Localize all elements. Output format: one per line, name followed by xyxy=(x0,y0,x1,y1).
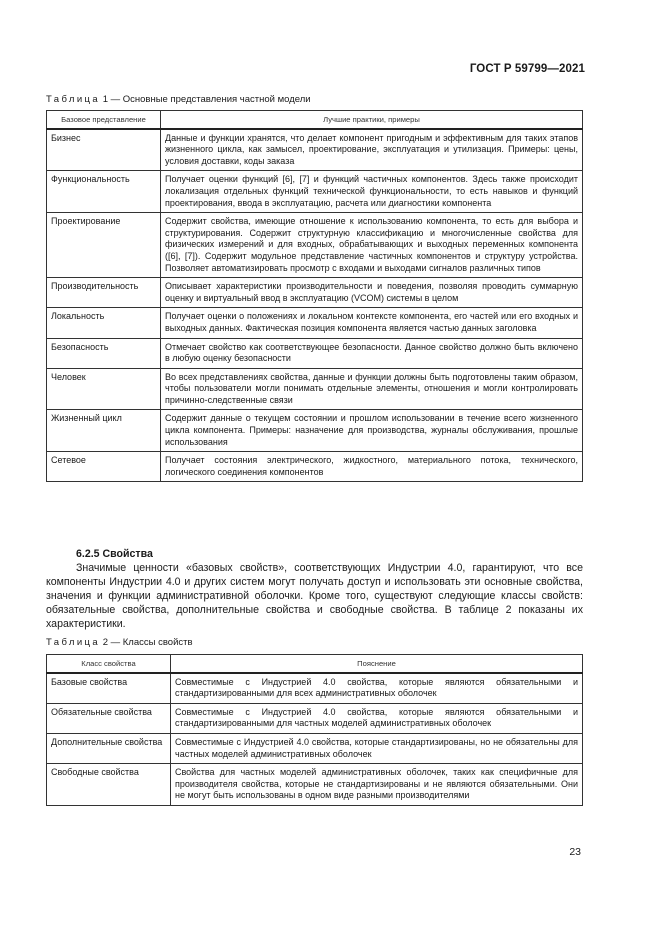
page-number: 23 xyxy=(569,846,581,858)
column-header: Пояснение xyxy=(171,655,583,673)
row-description: Отмечает свойство как соответствующее безопасности. Данное свойство должно быть включено в любую оценку безопасности xyxy=(161,338,583,368)
row-name: Функциональность xyxy=(47,171,161,213)
row-name: Безопасность xyxy=(47,338,161,368)
table-row xyxy=(47,410,583,452)
row-description: Получает оценки о положениях и локальном контексте компонента, его частей или его входных и выходных данных. Фактическая позиция компонента является частью данных заголовка xyxy=(161,308,583,338)
row-name: Проектирование xyxy=(47,213,161,278)
row-name: Базовые свойства xyxy=(47,673,171,704)
row-description: Совместимые с Индустрией 4.0 свойства, которые стандартизированы, но не обязательны для частных моделей административных оболочек xyxy=(171,733,583,763)
row-description: Совместимые с Индустрией 4.0 свойства, которые являются обязательными и стандартизированными для частных моделей административных оболочек xyxy=(171,703,583,733)
table-row xyxy=(47,703,583,733)
table-row xyxy=(47,278,583,308)
row-name: Человек xyxy=(47,368,161,410)
table2-caption-text: 2 — Классы свойств xyxy=(102,637,193,648)
table-header-row xyxy=(47,655,583,673)
table-row xyxy=(47,129,583,171)
table2-caption xyxy=(46,637,193,648)
column-header: Базовое представление xyxy=(47,111,161,129)
table-base-representations xyxy=(46,110,583,482)
table1-caption xyxy=(46,94,311,105)
row-description: Содержит данные о текущем состоянии и прошлом использовании в течение всего жизненного цикла компонента. Примеры: назначение для производства, журналы обслуживания, прошлые использования xyxy=(161,410,583,452)
row-description: Во всех представлениях свойства, данные и функции должны быть подготовлены таким образом, чтобы пользователи могли понимать отдельные элементы, отношения и могли контролировать причинно-следственные связи xyxy=(161,368,583,410)
row-name: Жизненный цикл xyxy=(47,410,161,452)
table1-caption-label: Таблица xyxy=(46,94,101,105)
table-row xyxy=(47,338,583,368)
row-description: Получает состояния электрического, жидкостного, материального потока, технического, логического соединения компонентов xyxy=(161,452,583,482)
section-paragraph: Значимые ценности «базовых свойств», соответствующих Индустрии 4.0, гарантируют, что все компоненты Индустрии 4.0 и других систем могут получать доступ и использовать эти основные свойства, значения и функции административной оболочки. Кроме того, существуют следующие классы свойств: обязательные свойства, дополнительные свойства и свободные свойства. В таблице 2 показаны их характеристики. xyxy=(46,562,583,630)
row-name: Свободные свойства xyxy=(47,764,171,806)
table-row xyxy=(47,213,583,278)
row-description: Получает оценки функций [6], [7] и функций частичных компонентов. Здесь также происходит локализация отдельных функций технической функциональности, то есть навыков и функций проектирования, ввода в эксплуатацию, расчета или диагностики компонента xyxy=(161,171,583,213)
table-row xyxy=(47,673,583,704)
row-name: Локальность xyxy=(47,308,161,338)
row-description: Совместимые с Индустрией 4.0 свойства, которые являются обязательными и стандартизированными для всех административных оболочек xyxy=(171,673,583,704)
column-header: Лучшие практики, примеры xyxy=(161,111,583,129)
row-name: Бизнес xyxy=(47,129,161,171)
table-row xyxy=(47,764,583,806)
row-description: Содержит свойства, имеющие отношение к использованию компонента, то есть для выбора и структурирования. Содержит структурную классификацию и многочисленные свойства для физических измерений и для входных, обрабатывающих и выходных переменных компонента ([6], [7]). Содержит модульное представление частичных компонентов и структуру устройства. Позволяет автоматизировать просмотр с входами и выходами сигналов различных типов xyxy=(161,213,583,278)
table1-caption-text: 1 — Основные представления частной модели xyxy=(102,94,311,105)
row-description: Свойства для частных моделей административных оболочек, таких как специфичные для производителя свойства, которые не стандартизированы и не являются обязательными. Они не могут быть использованы в одном виде разными производителями xyxy=(171,764,583,806)
table-header-row xyxy=(47,111,583,129)
table-row xyxy=(47,733,583,763)
table-property-classes xyxy=(46,654,583,806)
row-description: Данные и функции хранятся, что делает компонент пригодным и эффективным для таких этапов жизненного цикла, как замысел, проектирование, эксплуатация и утилизация. Примеры: цены, условия доставки, коды заказа xyxy=(161,129,583,171)
row-name: Сетевое xyxy=(47,452,161,482)
section-properties xyxy=(46,547,583,631)
table-row xyxy=(47,452,583,482)
row-name: Производительность xyxy=(47,278,161,308)
column-header: Класс свойства xyxy=(47,655,171,673)
row-description: Описывает характеристики производительности и поведения, позволяя проводить суммарную оценку и виртуальный ввод в эксплуатацию (VCOM) системы в целом xyxy=(161,278,583,308)
table-row xyxy=(47,308,583,338)
table-row xyxy=(47,171,583,213)
row-name: Обязательные свойства xyxy=(47,703,171,733)
table-row xyxy=(47,368,583,410)
standard-designation: ГОСТ Р 59799—2021 xyxy=(469,63,585,75)
table2-caption-label: Таблица xyxy=(46,637,101,648)
row-name: Дополнительные свойства xyxy=(47,733,171,763)
section-title: 6.2.5 Свойства xyxy=(76,548,153,560)
